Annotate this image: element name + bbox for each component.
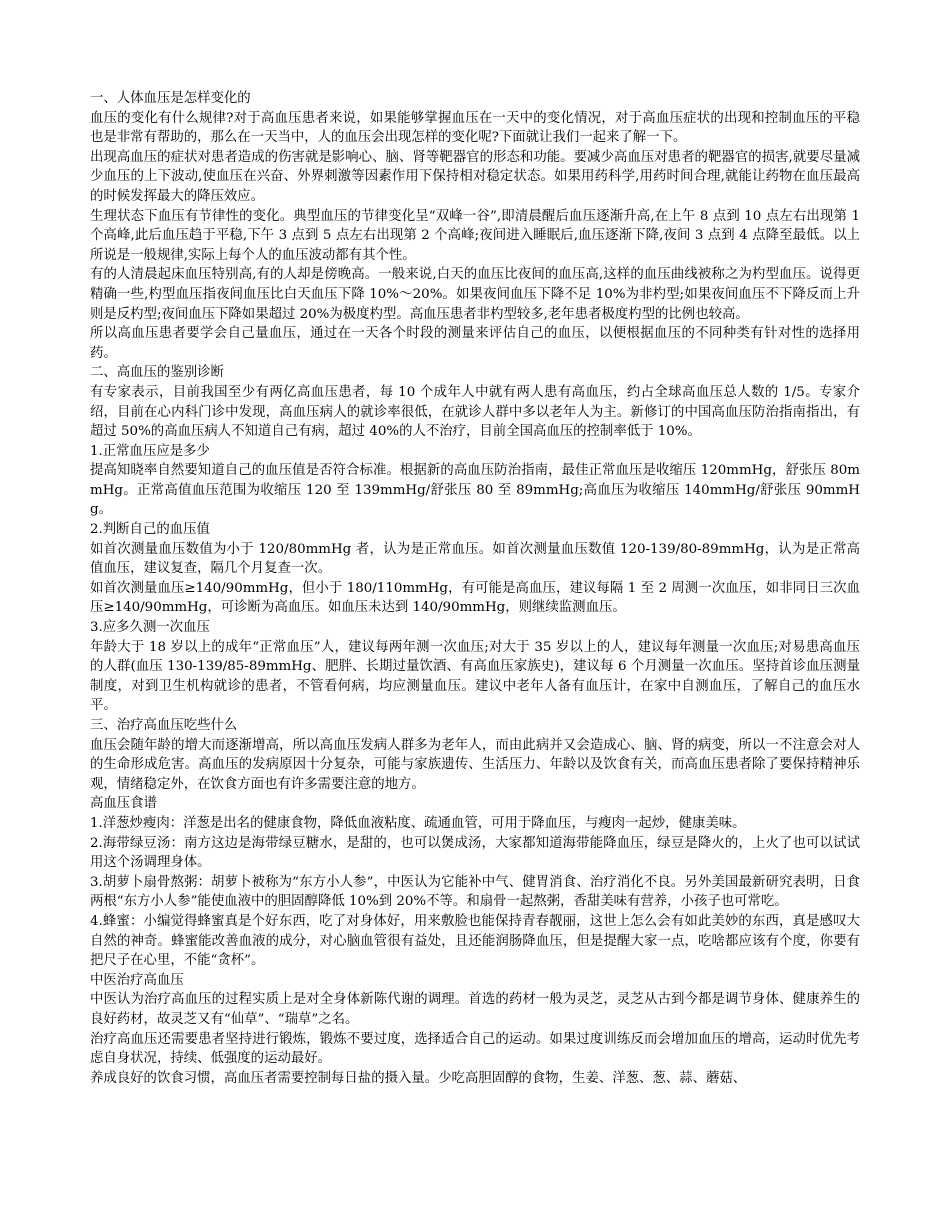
paragraph: 出现高血压的症状对患者造成的伤害就是影响心、脑、肾等靶器官的形态和功能。要减少高血压对患者的靶器官的损害,就要尽量减少血压的上下波动,使血压在兴奋、外界刺激等因素作用下保持相对稳定状态。如果用药科学,用药时间合理,就能让药物在血压最高的时候发挥最大的降压效应。 (90, 149, 860, 204)
subsection-heading: 2.判断自己的血压值 (90, 522, 210, 538)
paragraph: 治疗高血压还需要患者坚持进行锻炼，锻炼不要过度，选择适合自己的运动。如果过度训练反而会增加血压的增高，运动时优先考虑自身状况，持续、低强度的运动最好。 (90, 1031, 860, 1067)
paragraph: 所以高血压患者要学会自己量血压，通过在一天各个时段的测量来评估自己的血压，以便根据血压的不同种类有针对性的选择用药。 (90, 326, 860, 361)
subsection-heading: 高血压食谱 (90, 796, 157, 812)
list-item: 4.蜂蜜：小编觉得蜂蜜真是个好东西，吃了对身体好，用来敷脸也能保持青春靓丽，这世上怎么会有如此美妙的东西，真是感叹大自然的神奇。蜂蜜能改善血液的成分，对心脑血管很有益处，且还能润肠降血压，但是提醒大家一点，吃啥都应该有个度，你要有把尺子在心里，不能“贪杯”。 (90, 913, 860, 969)
section-heading: 二、高血压的鉴别诊断 (90, 365, 224, 381)
document-body (90, 89, 860, 1088)
list-item: 1.洋葱炒瘦肉：洋葱是出名的健康食物，降低血液粘度、疏通血管，可用于降血压，与瘦肉一起炒，健康美味。 (90, 815, 746, 831)
paragraph: 如首次测量血压≥140/90mmHg，但小于 180/110mmHg，有可能是高血压，建议每隔 1 至 2 周测一次血压，如非同日三次血压≥140/90mmHg，可诊断为高血压。如血压未达到 140/90mmHg，则继续监测血压。 (90, 580, 860, 616)
paragraph: 有的人清晨起床血压特别高,有的人却是傍晚高。一般来说,白天的血压比夜间的血压高,这样的血压曲线被称之为杓型血压。说得更精确一些,杓型血压指夜间血压比白天血压下降 10%～20%。如果夜间血压下降不足 10%为非杓型;如果夜间血压不下降反而上升则是反杓型;夜间血压下降如果超过 20%为极度杓型。高血压患者非杓型较多,老年患者极度杓型的比例也较高。 (90, 267, 860, 322)
paragraph: 养成良好的饮食习惯，高血压者需要控制每日盐的摄入量。少吃高胆固醇的食物，生姜、洋葱、葱、蒜、蘑菇、 (90, 1070, 747, 1086)
list-item: 3.胡萝卜扇骨熬粥：胡萝卜被称为“东方小人参”，中医认为它能补中气、健胃消食、治疗消化不良。另外美国最新研究表明，日食两根“东方小人参”能使血液中的胆固醇降低 10%到 20%不等。和扇骨一起熬粥，香甜美味有营养，小孩子也可常吃。 (90, 874, 860, 910)
paragraph: 生理状态下血压有节律性的变化。典型血压的节律变化呈“双峰一谷”,即清晨醒后血压逐渐升高,在上午 8 点到 10 点左右出现第 1 个高峰,此后血压趋于平稳,下午 3 点到 5 点左右出现第 2 个高峰;夜间进入睡眠后,血压逐渐下降,夜间 3 点到 4 点降至最低。以上所说是一般规律,实际上每个人的血压波动都有其个性。 (90, 208, 860, 263)
list-item: 2.海带绿豆汤：南方这边是海带绿豆糖水，是甜的，也可以煲成汤，大家都知道海带能降血压，绿豆是降火的，上火了也可以试试用这个汤调理身体。 (90, 835, 860, 871)
paragraph: 血压会随年龄的增大而逐渐增高，所以高血压发病人群多为老年人，而由此病并又会造成心、脑、肾的病变，所以一不注意会对人的生命形成危害。高血压的发病原因十分复杂，可能与家族遗传、生活压力、年龄以及饮食有关，而高血压患者除了要保持精神乐观，情绪稳定外，在饮食方面也有许多需要注意的地方。 (90, 737, 860, 792)
paragraph: 有专家表示，目前我国至少有两亿高血压患者，每 10 个成年人中就有两人患有高血压，约占全球高血压总人数的 1/5。专家介绍，目前在心内科门诊中发现，高血压病人的就诊率很低，在就诊人群中多以老年人为主。新修订的中国高血压防治指南指出，有超过 50%的高血压病人不知道自己有病，超过 40%的人不治疗，目前全国高血压的控制率低于 10%。 (90, 384, 860, 440)
subsection-heading: 中医治疗高血压 (90, 972, 184, 988)
paragraph: 中医认为治疗高血压的过程实质上是对全身体新陈代谢的调理。首选的药材一般为灵芝，灵芝从古到今都是调节身体、健康养生的良好药材，故灵芝又有“仙草”、“瑞草”之名。 (90, 992, 860, 1027)
paragraph: 如首次测量血压数值为小于 120/80mmHg 者，认为是正常血压。如首次测量血压数值 120-139/80-89mmHg，认为是正常高值血压，建议复查，隔几个月复查一次。 (90, 541, 860, 577)
subsection-heading: 1.正常血压应是多少 (90, 443, 210, 459)
section-heading: 一、人体血压是怎样变化的 (90, 91, 251, 106)
paragraph: 血压的变化有什么规律?对于高血压患者来说，如果能够掌握血压在一天中的变化情况，对于高血压症状的出现和控制血压的平稳也是非常有帮助的，那么在一天当中，人的血压会出现怎样的变化呢?下面就让我们一起来了解一下。 (90, 110, 860, 146)
paragraph: 年龄大于 18 岁以上的成年“正常血压”人，建议每两年测一次血压;对大于 35 岁以上的人，建议每年测量一次血压;对易患高血压的人群(血压 130-139/85-89mmHg、肥胖、长期过量饮酒、有高血压家族史)，建议每 6 个月测量一次血压。坚持首诊血压测量制度，对到卫生机构就诊的患者，不管看何病，均应测量血压。建议中老年人备有血压计，在家中自测血压，了解自己的血压水平。 (90, 639, 860, 714)
section-heading: 三、治疗高血压吃些什么 (90, 718, 238, 733)
paragraph: 提高知晓率自然要知道自己的血压值是否符合标准。根据新的高血压防治指南，最佳正常血压是收缩压 120mmHg，舒张压 80mmHg。正常高值血压范围为收缩压 120 至 139mmHg/舒张压 80 至 89mmHg;高血压为收缩压 140mmHg/舒张压 90mmHg。 (90, 463, 860, 518)
subsection-heading: 3.应多久测一次血压 (90, 620, 210, 636)
